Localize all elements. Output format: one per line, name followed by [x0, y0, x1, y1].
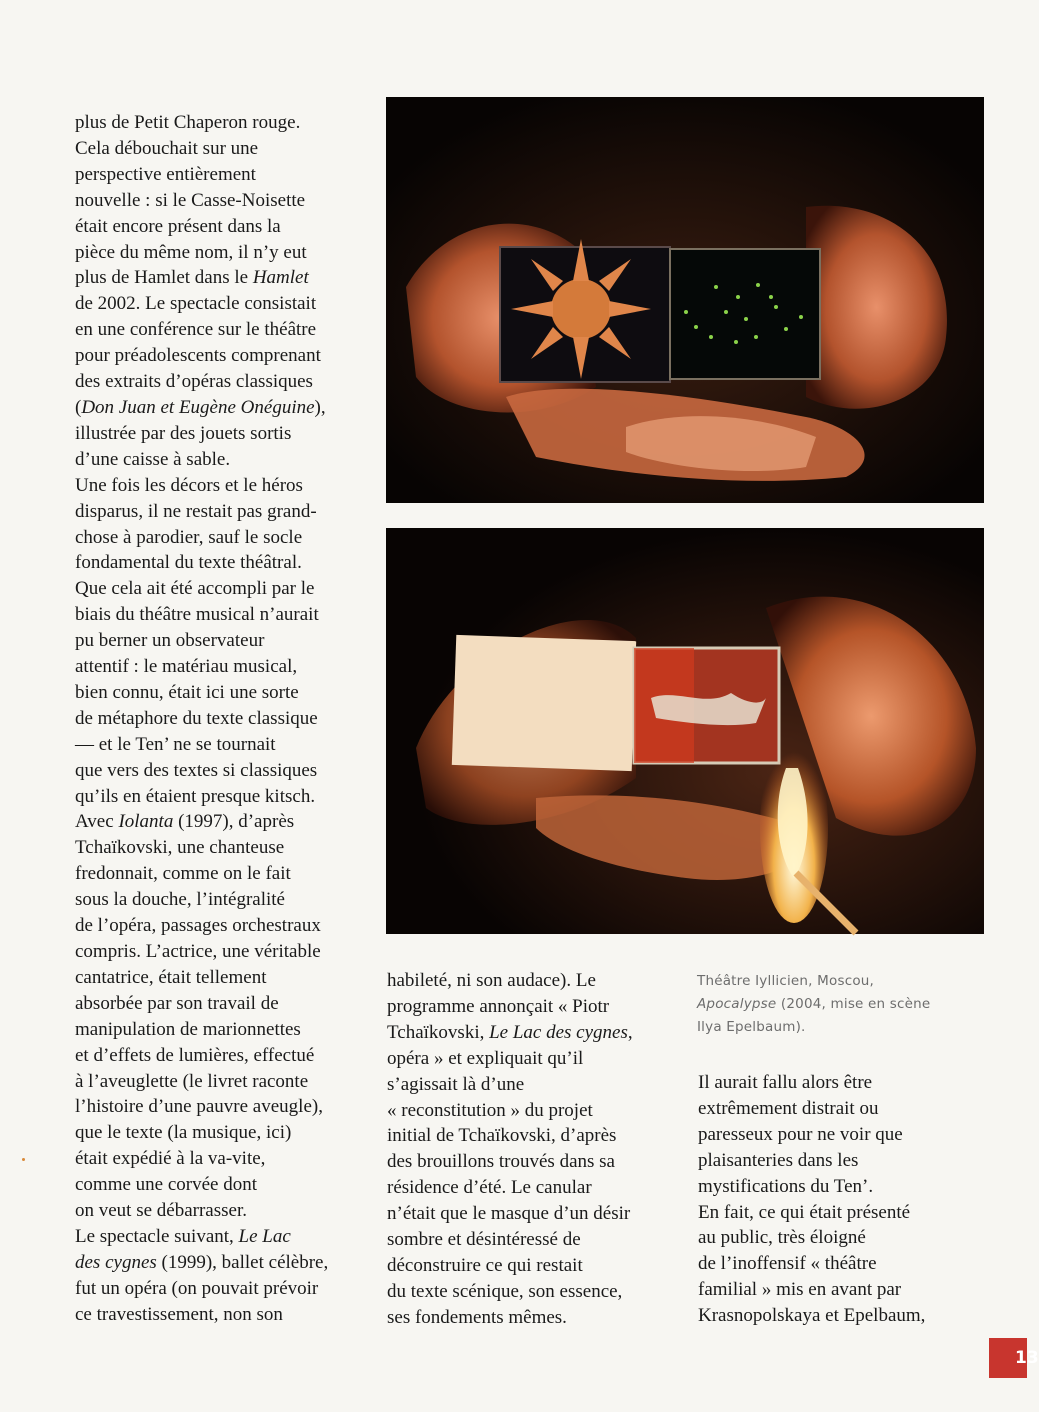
left-column-line: nouvelle : si le Casse-Noisette: [75, 189, 306, 211]
text-segment: plus de Hamlet dans le: [75, 267, 253, 289]
right-column-line: Il aurait fallu alors être: [698, 1072, 873, 1093]
left-column-line: biais du théâtre musical n’aurait: [75, 604, 319, 626]
left-column-line: sous la douche, l’intégralité: [75, 889, 285, 911]
right-column-line: paresseux pour ne voir que: [698, 1123, 903, 1145]
caption-line-1: Théâtre Iyllicien, Moscou,: [697, 973, 875, 989]
left-column-line: comme une corvée dont: [75, 1174, 258, 1196]
middle-column-line: s’agissait là d’une: [387, 1073, 525, 1095]
left-column-line: — et le Ten’ ne se tournait: [75, 733, 276, 755]
text-segment: Le spectacle suivant,: [75, 1225, 239, 1247]
left-column-line: était encore présent dans la: [75, 215, 281, 237]
left-column-line: que le texte (la musique, ici): [75, 1122, 292, 1144]
left-column-line: attentif : le matériau musical,: [75, 656, 298, 678]
text-segment: (: [75, 396, 82, 418]
caption-line-2: [697, 993, 987, 1016]
caption-line-3: Ilya Epelbaum).: [697, 1019, 806, 1035]
right-column-line: En fait, ce qui était présenté: [698, 1201, 911, 1223]
left-column-line: cantatrice, était tellement: [75, 966, 267, 988]
left-text-column: [75, 110, 375, 1328]
left-column-line: d’une caisse à sable.: [75, 448, 231, 470]
left-column-line: disparus, il ne restait pas grand-: [75, 500, 317, 522]
text-segment: (1999), ballet célèbre,: [156, 1251, 329, 1273]
caption-line-2-rest: (2004, mise en scène: [776, 996, 931, 1012]
italic-title: des cygnes: [75, 1251, 157, 1273]
left-column-line: [75, 1224, 375, 1250]
left-column-line: fredonnait, comme on le fait: [75, 863, 291, 885]
middle-column-line: programme annonçait « Piotr: [387, 995, 610, 1017]
left-column-line: de 2002. Le spectacle consistait: [75, 293, 317, 315]
left-column-line: [75, 395, 375, 421]
caption-title: Apocalypse: [697, 996, 777, 1012]
left-column-line: [75, 809, 375, 835]
left-column-line: en une conférence sur le théâtre: [75, 319, 317, 341]
right-column-line: mystifications du Ten’.: [698, 1175, 874, 1197]
right-column-line: plaisanteries dans les: [698, 1149, 859, 1171]
left-column-line: on veut se débarrasser.: [75, 1200, 247, 1222]
middle-column-line: des brouillons trouvés dans sa: [387, 1151, 615, 1173]
left-column-line: [75, 265, 375, 291]
middle-column-line: résidence d’été. Le canular: [387, 1177, 592, 1199]
left-column-line: à l’aveuglette (le livret raconte: [75, 1070, 309, 1092]
photo-hands-matchbox-flame: [386, 528, 984, 934]
middle-column-line: ses fondements mêmes.: [387, 1306, 567, 1328]
left-column-line: bien connu, était ici une sorte: [75, 681, 299, 703]
left-column-line: Que cela ait été accompli par le: [75, 578, 315, 600]
left-column-line: que vers des textes si classiques: [75, 759, 318, 781]
photo-caption: [697, 970, 987, 1039]
left-column-line: Tchaïkovski, une chanteuse: [75, 837, 285, 859]
left-column-line: Cela débouchait sur une: [75, 137, 259, 159]
photo-hands-matchbox-flame-image: [386, 528, 984, 934]
left-column-line: illustrée par des jouets sortis: [75, 422, 292, 444]
text-segment: Avec: [75, 811, 119, 833]
right-column-line: familial » mis en avant par: [698, 1279, 902, 1301]
margin-mark: [22, 1158, 25, 1161]
middle-column-line: opéra » et expliquait qu’il: [387, 1047, 584, 1069]
left-column-line: compris. L’actrice, une véritable: [75, 941, 321, 962]
right-column-line: de l’inoffensif « théâtre: [698, 1253, 877, 1275]
page-number: 13: [989, 1338, 1027, 1378]
italic-title: Iolanta: [118, 811, 174, 833]
left-column-line: fondamental du texte théâtral.: [75, 552, 302, 574]
left-column-line: absorbée par son travail de: [75, 992, 279, 1014]
middle-column-line: du texte scénique, son essence,: [387, 1280, 623, 1302]
left-column-line: manipulation de marionnettes: [75, 1018, 301, 1040]
italic-title: Le Lac: [238, 1225, 291, 1247]
middle-column-line: sombre et désintéressé de: [387, 1229, 581, 1251]
text-segment: Tchaïkovski,: [387, 1021, 490, 1043]
left-column-line: de métaphore du texte classique: [75, 707, 318, 729]
middle-column-line: habileté, ni son audace). Le: [387, 970, 596, 991]
left-column-line: qu’ils en étaient presque kitsch.: [75, 785, 316, 807]
middle-column-line: [387, 1020, 677, 1046]
left-column-line: pu berner un observateur: [75, 630, 265, 652]
left-column-line: des extraits d’opéras classiques: [75, 371, 313, 393]
middle-column-line: initial de Tchaïkovski, d’après: [387, 1125, 617, 1147]
left-column-line: était expédié à la va-vite,: [75, 1148, 266, 1170]
italic-title: Don Juan et Eugène Onéguine: [81, 396, 315, 418]
left-column-line: fut un opéra (on pouvait prévoir: [75, 1277, 319, 1299]
middle-column-line: déconstruire ce qui restait: [387, 1254, 583, 1276]
left-column-line: chose à parodier, sauf le socle: [75, 526, 303, 548]
middle-text-column: [387, 968, 677, 1331]
left-column-line: pour préadolescents comprenant: [75, 345, 321, 367]
right-text-column: [698, 1070, 978, 1329]
middle-column-line: « reconstitution » du projet: [387, 1099, 593, 1121]
left-column-line: Une fois les décors et le héros: [75, 474, 303, 496]
middle-column-line: n’était que le masque d’un désir: [387, 1203, 631, 1225]
text-segment: ,: [627, 1021, 633, 1043]
italic-title: Hamlet: [252, 267, 309, 289]
photo-hands-matchboxes-sun-image: [386, 97, 984, 503]
text-segment: ),: [314, 396, 326, 418]
left-column-line: perspective entièrement: [75, 163, 256, 185]
left-column-line: plus de Petit Chaperon rouge.: [75, 112, 301, 133]
right-column-line: extrêmement distrait ou: [698, 1097, 879, 1119]
left-column-line: l’histoire d’une pauvre aveugle),: [75, 1096, 323, 1118]
photo-hands-matchboxes-sun: [386, 97, 984, 503]
text-segment: (1997), d’après: [173, 811, 295, 833]
left-column-line: [75, 1250, 375, 1276]
right-column-line: au public, très éloigné: [698, 1227, 866, 1249]
right-column-line: Krasnopolskaya et Epelbaum,: [698, 1305, 926, 1327]
left-column-line: ce travestissement, non son: [75, 1303, 283, 1325]
left-column-line: et d’effets de lumières, effectué: [75, 1044, 315, 1066]
left-column-line: pièce du même nom, il n’y eut: [75, 241, 307, 263]
left-column-line: de l’opéra, passages orchestraux: [75, 915, 321, 937]
italic-title: Le Lac des cygnes: [489, 1021, 628, 1043]
